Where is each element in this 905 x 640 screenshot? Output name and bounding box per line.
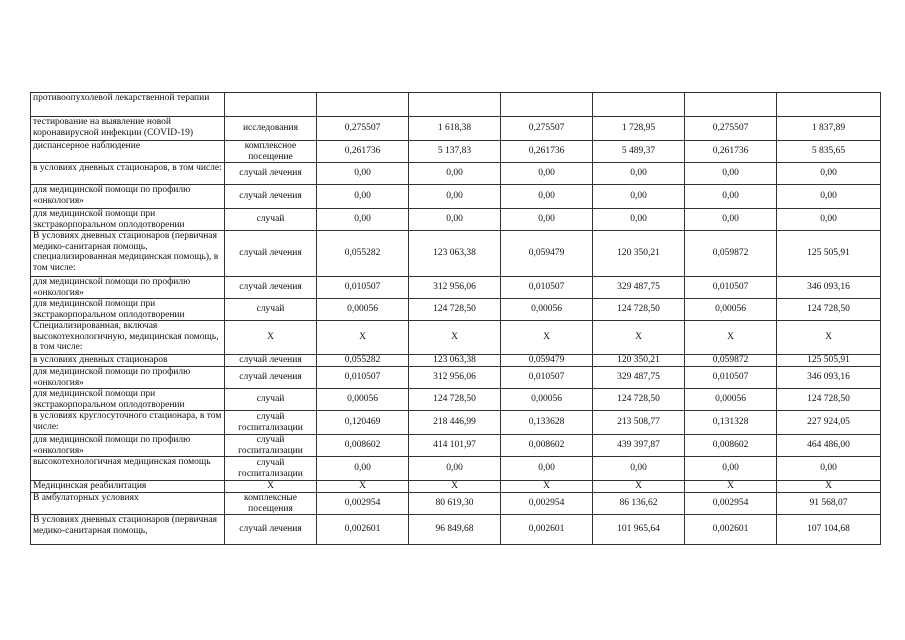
table-row <box>31 141 881 163</box>
value-cell: 0,00 <box>777 163 881 185</box>
value-cell: 0,261736 <box>317 141 409 163</box>
value-cell: 0,00 <box>501 185 593 209</box>
table-row <box>31 355 881 367</box>
table-row <box>31 117 881 141</box>
value-cell: 123 063,38 <box>409 231 501 277</box>
value-cell: 227 924,05 <box>777 411 881 435</box>
value-cell: 0,008602 <box>317 435 409 457</box>
unit-cell: случай <box>225 389 317 411</box>
value-cell: 0,00056 <box>317 389 409 411</box>
value-cell: 0,002601 <box>501 515 593 545</box>
value-cell: 80 619,30 <box>409 493 501 515</box>
value-cell: 5 835,65 <box>777 141 881 163</box>
value-cell: 0,010507 <box>501 277 593 299</box>
value-cell: 0,133628 <box>501 411 593 435</box>
row-label-cell: Специализированная, включая высокотехнологичную, медицинская помощь, в том числе: <box>31 321 225 355</box>
table-row <box>31 231 881 277</box>
unit-cell: случай лечения <box>225 515 317 545</box>
value-cell: 0,00 <box>685 185 777 209</box>
value-cell: 0,00 <box>685 457 777 481</box>
row-label-cell: для медицинской помощи при экстракорпоральном оплодотворении <box>31 209 225 231</box>
value-cell: 0,002954 <box>685 493 777 515</box>
value-cell: 0,00 <box>317 185 409 209</box>
value-cell: 0,275507 <box>317 117 409 141</box>
row-label-cell: для медицинской помощи по профилю «онкология» <box>31 367 225 389</box>
row-label-cell: для медицинской помощи по профилю «онкология» <box>31 277 225 299</box>
table-row <box>31 481 881 493</box>
value-cell: 0,00 <box>685 209 777 231</box>
row-label-cell: В условиях дневных стационаров (первичная медико-санитарная помощь, специализированная медицинская помощь), в том числе: <box>31 231 225 277</box>
row-label-cell: для медицинской помощи по профилю «онкология» <box>31 185 225 209</box>
unit-cell: комплексное посещение <box>225 141 317 163</box>
value-cell: 107 104,68 <box>777 515 881 545</box>
value-cell: 120 350,21 <box>593 231 685 277</box>
value-cell: 0,275507 <box>501 117 593 141</box>
table-row <box>31 411 881 435</box>
value-cell: 312 956,06 <box>409 367 501 389</box>
value-cell: 0,008602 <box>685 435 777 457</box>
value-cell <box>501 93 593 117</box>
value-cell: 0,00 <box>777 185 881 209</box>
value-cell: 0,00 <box>501 209 593 231</box>
value-cell: 346 093,16 <box>777 367 881 389</box>
row-label-cell: в условиях дневных стационаров <box>31 355 225 367</box>
value-cell: 0,055282 <box>317 355 409 367</box>
unit-cell <box>225 93 317 117</box>
unit-cell: случай лечения <box>225 277 317 299</box>
row-label-cell: для медицинской помощи при экстракорпоральном оплодотворении <box>31 299 225 321</box>
unit-cell: Х <box>225 481 317 493</box>
table-row <box>31 299 881 321</box>
value-cell: 124 728,50 <box>593 299 685 321</box>
table-row <box>31 389 881 411</box>
unit-cell: случай госпитализации <box>225 435 317 457</box>
value-cell: 0,00 <box>317 163 409 185</box>
table-row <box>31 367 881 389</box>
value-cell: 0,010507 <box>685 277 777 299</box>
value-cell: Х <box>777 481 881 493</box>
value-cell: 0,00 <box>685 163 777 185</box>
value-cell: 125 505,91 <box>777 355 881 367</box>
value-cell: 0,261736 <box>685 141 777 163</box>
value-cell: 5 137,83 <box>409 141 501 163</box>
unit-cell: комплексные посещения <box>225 493 317 515</box>
value-cell: 0,00 <box>777 209 881 231</box>
tariff-table <box>30 92 881 545</box>
value-cell: 414 101,97 <box>409 435 501 457</box>
value-cell: 329 487,75 <box>593 277 685 299</box>
row-label-cell: диспансерное наблюдение <box>31 141 225 163</box>
value-cell: 218 446,99 <box>409 411 501 435</box>
unit-cell: случай <box>225 299 317 321</box>
value-cell: 0,008602 <box>501 435 593 457</box>
value-cell: 329 487,75 <box>593 367 685 389</box>
value-cell: 0,131328 <box>685 411 777 435</box>
row-label-cell: противоопухолевой лекарственной терапии <box>31 93 225 117</box>
value-cell: 0,00056 <box>501 299 593 321</box>
value-cell: 0,059479 <box>501 231 593 277</box>
value-cell: 91 568,07 <box>777 493 881 515</box>
table-row <box>31 277 881 299</box>
value-cell: 0,00 <box>593 163 685 185</box>
value-cell: 0,00 <box>409 185 501 209</box>
value-cell: 0,00 <box>501 457 593 481</box>
value-cell: 0,00 <box>501 163 593 185</box>
value-cell: 5 489,37 <box>593 141 685 163</box>
table-row <box>31 93 881 117</box>
value-cell: 0,059872 <box>685 355 777 367</box>
value-cell: Х <box>593 481 685 493</box>
value-cell: 346 093,16 <box>777 277 881 299</box>
value-cell <box>593 93 685 117</box>
value-cell: 213 508,77 <box>593 411 685 435</box>
value-cell: 101 965,64 <box>593 515 685 545</box>
value-cell: 0,002954 <box>501 493 593 515</box>
value-cell: 0,055282 <box>317 231 409 277</box>
value-cell: Х <box>501 481 593 493</box>
unit-cell: случай лечения <box>225 163 317 185</box>
value-cell: 124 728,50 <box>409 389 501 411</box>
value-cell: Х <box>317 481 409 493</box>
value-cell: 124 728,50 <box>593 389 685 411</box>
value-cell: 0,00056 <box>501 389 593 411</box>
value-cell: 0,059872 <box>685 231 777 277</box>
row-label-cell: Медицинская реабилитация <box>31 481 225 493</box>
value-cell: 1 837,89 <box>777 117 881 141</box>
value-cell: 1 728,95 <box>593 117 685 141</box>
value-cell: 0,00 <box>409 163 501 185</box>
value-cell: 0,059479 <box>501 355 593 367</box>
value-cell <box>317 93 409 117</box>
unit-cell: Х <box>225 321 317 355</box>
table-row <box>31 493 881 515</box>
value-cell: Х <box>409 481 501 493</box>
value-cell: Х <box>777 321 881 355</box>
row-label-cell: высокотехнологичная медицинская помощь <box>31 457 225 481</box>
value-cell: 124 728,50 <box>777 299 881 321</box>
value-cell: 0,00 <box>409 457 501 481</box>
row-label-cell: в условиях круглосуточного стационара, в том числе: <box>31 411 225 435</box>
value-cell <box>409 93 501 117</box>
value-cell: Х <box>501 321 593 355</box>
value-cell: 0,00 <box>777 457 881 481</box>
value-cell: 439 397,87 <box>593 435 685 457</box>
value-cell: 0,010507 <box>685 367 777 389</box>
value-cell: 0,010507 <box>317 367 409 389</box>
value-cell: 0,010507 <box>317 277 409 299</box>
value-cell: 312 956,06 <box>409 277 501 299</box>
table-row <box>31 435 881 457</box>
value-cell: Х <box>317 321 409 355</box>
row-label-cell: для медицинской помощи по профилю «онкология» <box>31 435 225 457</box>
value-cell: 1 618,38 <box>409 117 501 141</box>
value-cell: 464 486,00 <box>777 435 881 457</box>
value-cell: Х <box>409 321 501 355</box>
value-cell: 0,275507 <box>685 117 777 141</box>
unit-cell: случай госпитализации <box>225 411 317 435</box>
value-cell: 96 849,68 <box>409 515 501 545</box>
unit-cell: случай лечения <box>225 367 317 389</box>
value-cell: 125 505,91 <box>777 231 881 277</box>
value-cell: Х <box>685 481 777 493</box>
row-label-cell: в условиях дневных стационаров, в том числе: <box>31 163 225 185</box>
row-label-cell: для медицинской помощи при экстракорпоральном оплодотворении <box>31 389 225 411</box>
value-cell: 0,00 <box>593 209 685 231</box>
value-cell: 0,00056 <box>685 299 777 321</box>
unit-cell: исследования <box>225 117 317 141</box>
value-cell: 124 728,50 <box>777 389 881 411</box>
value-cell: 0,002601 <box>317 515 409 545</box>
value-cell: 0,00 <box>593 185 685 209</box>
value-cell: 0,00056 <box>685 389 777 411</box>
table-row <box>31 185 881 209</box>
value-cell: 0,261736 <box>501 141 593 163</box>
row-label-cell: В амбулаторных условиях <box>31 493 225 515</box>
value-cell: 0,00 <box>409 209 501 231</box>
value-cell <box>685 93 777 117</box>
unit-cell: случай лечения <box>225 185 317 209</box>
value-cell: 86 136,62 <box>593 493 685 515</box>
value-cell <box>777 93 881 117</box>
row-label-cell: В условиях дневных стационаров (первичная медико-санитарная помощь, <box>31 515 225 545</box>
row-label-cell: тестирование на выявление новой коронавирусной инфекции (COVID-19) <box>31 117 225 141</box>
value-cell: 0,002954 <box>317 493 409 515</box>
value-cell: Х <box>685 321 777 355</box>
value-cell: 124 728,50 <box>409 299 501 321</box>
table-row <box>31 321 881 355</box>
value-cell: 0,00056 <box>317 299 409 321</box>
value-cell: Х <box>593 321 685 355</box>
table-row <box>31 515 881 545</box>
unit-cell: случай <box>225 209 317 231</box>
value-cell: 0,010507 <box>501 367 593 389</box>
value-cell: 0,002601 <box>685 515 777 545</box>
value-cell: 123 063,38 <box>409 355 501 367</box>
value-cell: 0,00 <box>317 457 409 481</box>
table-row <box>31 163 881 185</box>
table-row <box>31 209 881 231</box>
unit-cell: случай госпитализации <box>225 457 317 481</box>
unit-cell: случай лечения <box>225 355 317 367</box>
value-cell: 0,120469 <box>317 411 409 435</box>
value-cell: 0,00 <box>317 209 409 231</box>
table-row <box>31 457 881 481</box>
value-cell: 0,00 <box>593 457 685 481</box>
unit-cell: случай лечения <box>225 231 317 277</box>
value-cell: 120 350,21 <box>593 355 685 367</box>
